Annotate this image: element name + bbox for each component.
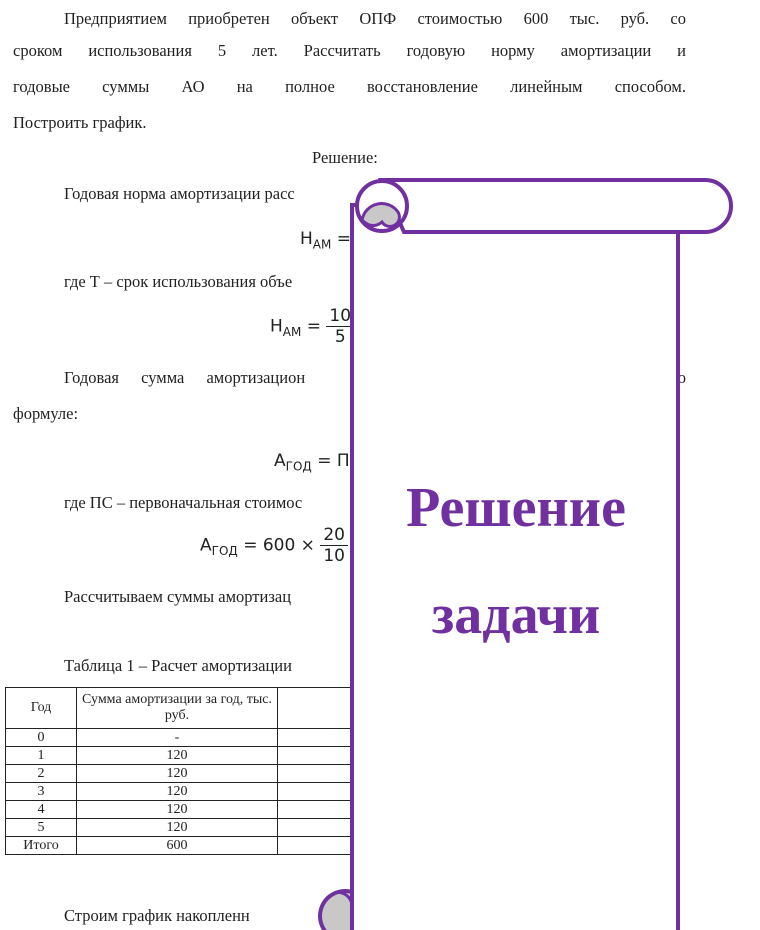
- cell-amount: 120: [77, 801, 278, 819]
- where-term-T: где Т – срок использования объе: [64, 272, 293, 291]
- cell-year: 1: [6, 747, 77, 765]
- cell-year: 2: [6, 765, 77, 783]
- cell-amount: -: [77, 729, 278, 747]
- formula-symbol: А: [274, 451, 286, 471]
- scroll-body: [352, 205, 678, 930]
- formula-symbol: Н: [270, 316, 283, 337]
- banner-title-line-1: Решение: [406, 477, 626, 539]
- problem-line-2: сроком использования 5 лет. Рассчитать годовую норму амортизации и: [13, 41, 686, 60]
- formula-operator: =: [306, 316, 322, 337]
- fraction-denominator: 5: [334, 327, 346, 347]
- para-annual-sum-text: Годовая сумма амортизацион: [64, 368, 306, 387]
- problem-line-4: Построить график.: [13, 113, 147, 132]
- fraction-numerator: 20: [320, 525, 348, 546]
- problem-line-3: годовые суммы АО на полное восстановление линейным способом.: [13, 77, 686, 96]
- cell-year: 4: [6, 801, 77, 819]
- cell-year: 0: [6, 729, 77, 747]
- cell-amount: 600: [77, 837, 278, 855]
- formula-symbol: Н: [300, 229, 313, 249]
- cell-year: 5: [6, 819, 77, 837]
- cell-amount: 120: [77, 819, 278, 837]
- banner-title-line-2: задачи: [431, 584, 601, 646]
- formula-symbol: А: [200, 535, 212, 556]
- table-caption: Таблица 1 – Расчет амортизации: [64, 656, 292, 675]
- fraction-denominator: 10: [323, 546, 345, 566]
- para-annual-sum-tail: о: [677, 368, 686, 387]
- para-graph: Строим график накопленн: [64, 906, 250, 925]
- cell-amount: 120: [77, 765, 278, 783]
- para-formula-word: формуле:: [13, 404, 79, 423]
- cell-year: 3: [6, 783, 77, 801]
- header-amount: Сумма амортизации за год, тыс. руб.: [77, 688, 278, 729]
- formula-operator: =: [336, 229, 352, 249]
- header-year: Год: [6, 688, 77, 729]
- where-term-PS: где ПС – первоначальная стоимос: [64, 493, 303, 512]
- formula-subscript: АМ: [282, 324, 302, 339]
- problem-line-1: Предприятием приобретен объект ОПФ стоимостью 600 тыс. руб. со: [64, 9, 686, 28]
- formula-rhs: П: [336, 451, 350, 471]
- formula-operator: = 600 ×: [243, 535, 315, 556]
- cell-amount: 120: [77, 747, 278, 765]
- scroll-top-roll: [381, 180, 731, 232]
- formula-subscript: АМ: [312, 237, 332, 252]
- formula-operator: =: [317, 451, 332, 471]
- cell-amount: 120: [77, 783, 278, 801]
- para-calc: Рассчитываем суммы амортизац: [64, 587, 292, 606]
- para-annual-norm: Годовая норма амортизации расс: [64, 184, 295, 203]
- solution-heading: Решение:: [312, 148, 378, 167]
- formula-subscript: ГОД: [285, 459, 312, 474]
- formula-subscript: ГОД: [211, 543, 238, 558]
- fraction-numerator: 10: [326, 306, 354, 327]
- cell-year: Итого: [6, 837, 77, 855]
